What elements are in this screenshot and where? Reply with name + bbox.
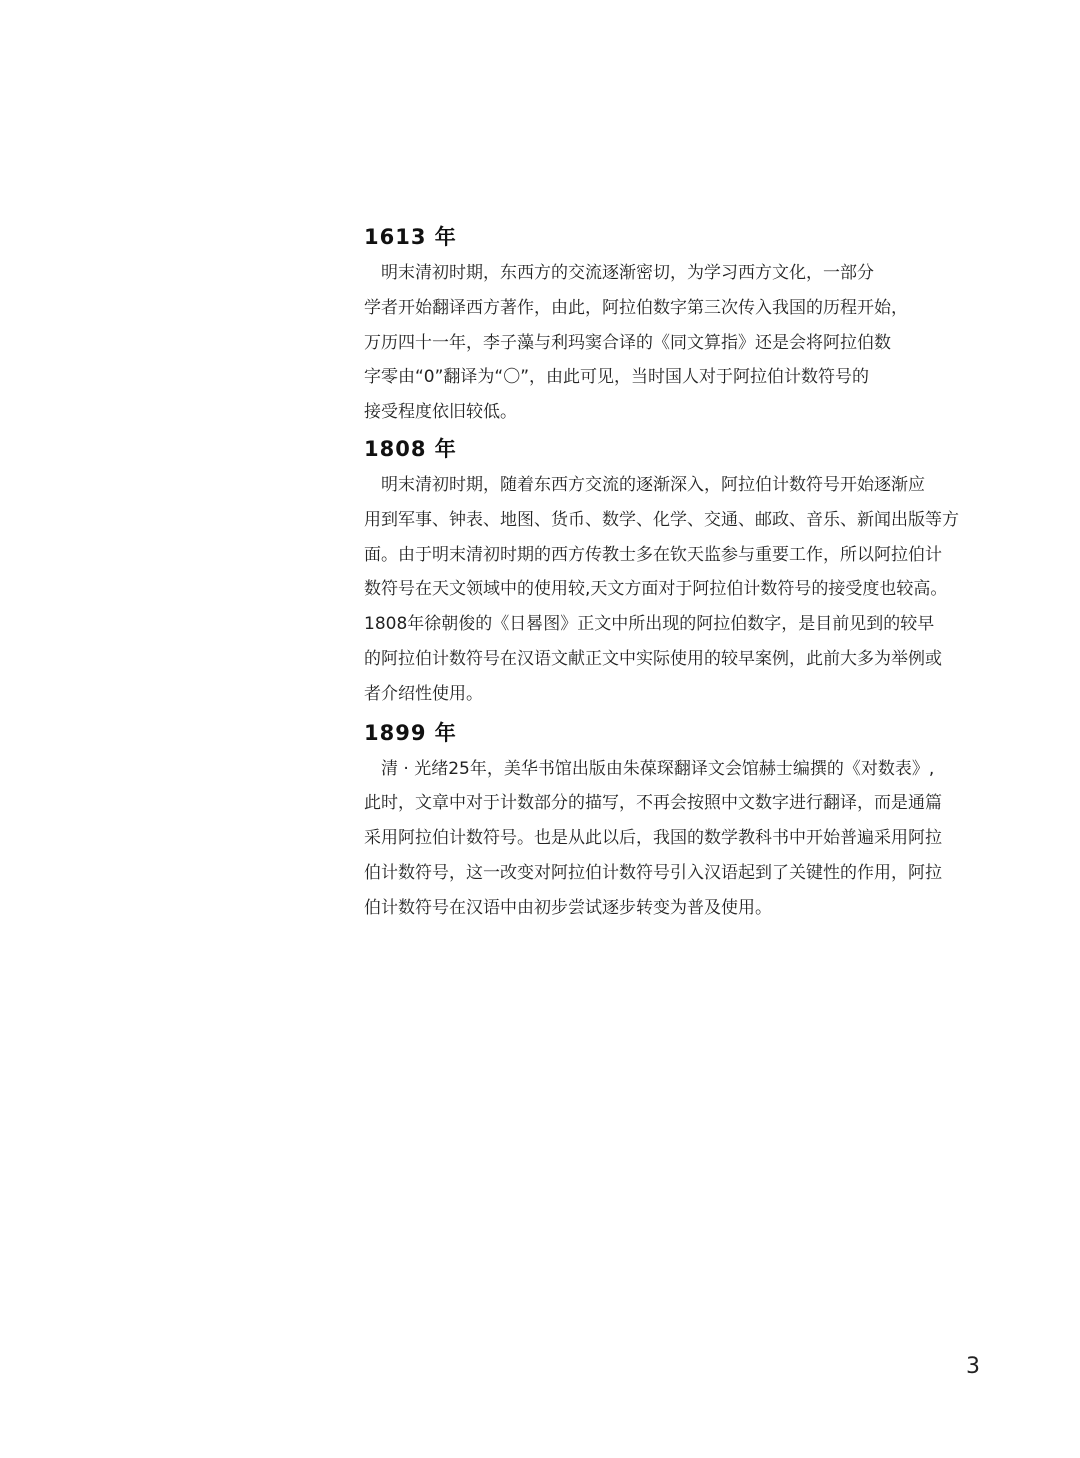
section-year-heading: 1899 年 xyxy=(364,720,457,745)
section-1808 xyxy=(364,434,980,712)
paragraph-line: 伯计数符号，这一改变对阿拉伯计数符号引入汉语起到了关键性的作用，阿拉 xyxy=(364,862,942,883)
section-1613 xyxy=(364,222,980,430)
paragraph-line: 此时，文章中对于计数部分的描写，不再会按照中文数字进行翻译，而是通篇 xyxy=(364,793,942,814)
section-1899 xyxy=(364,718,980,926)
paragraph-line: 采用阿拉伯计数符号。也是从此以后，我国的数学教科书中开始普遍采用阿拉 xyxy=(364,828,942,849)
page-number: 3 xyxy=(966,1354,980,1379)
section-year-heading: 1613 年 xyxy=(364,225,457,249)
paragraph-line: 明末清初时期，东西方的交流逐渐密切，为学习西方文化，一部分 xyxy=(364,263,874,283)
paragraph-line: 1808年徐朝俊的《日晷图》正文中所出现的阿拉伯数字，是目前见到的较早 xyxy=(364,614,935,635)
paragraph-line: 清 · 光绪25年，美华书馆出版由朱葆琛翻译文会馆赫士编撰的《对数表》, xyxy=(364,758,935,779)
section-paragraph xyxy=(364,748,980,926)
main-content xyxy=(364,222,980,926)
paragraph-line: 字零由“0”翻译为“〇”，由此可见，当时国人对于阿拉伯计数符号的 xyxy=(364,367,870,388)
paragraph-line: 学者开始翻译西方著作，由此，阿拉伯数字第三次传入我国的历程开始， xyxy=(364,297,908,318)
paragraph-line: 数符号在天文领域中的使用较,天文方面对于阿拉伯计数符号的接受度也较高。 xyxy=(364,579,948,600)
section-paragraph xyxy=(364,464,980,712)
paragraph-line: 万历四十一年，李子藻与利玛窦合译的《同文算指》还是会将阿拉伯数 xyxy=(364,332,891,353)
paragraph-line: 伯计数符号在汉语中由初步尝试逐步转变为普及使用。 xyxy=(364,897,772,918)
paragraph-line: 的阿拉伯计数符号在汉语文献正文中实际使用的较早案例，此前大多为举例或 xyxy=(364,648,942,669)
paragraph-line: 者介绍性使用。 xyxy=(364,683,483,704)
paragraph-line: 接受程度依旧较低。 xyxy=(364,402,517,423)
paragraph-line: 用到军事、钟表、地图、货币、数学、化学、交通、邮政、音乐、新闻出版等方 xyxy=(364,509,959,530)
paragraph-line: 面。由于明末清初时期的西方传教士多在钦天监参与重要工作，所以阿拉伯计 xyxy=(364,544,942,565)
paragraph-line: 明末清初时期，随着东西方交流的逐渐深入，阿拉伯计数符号开始逐渐应 xyxy=(364,474,925,495)
section-year-heading: 1808 年 xyxy=(364,436,457,461)
section-paragraph xyxy=(364,252,980,430)
